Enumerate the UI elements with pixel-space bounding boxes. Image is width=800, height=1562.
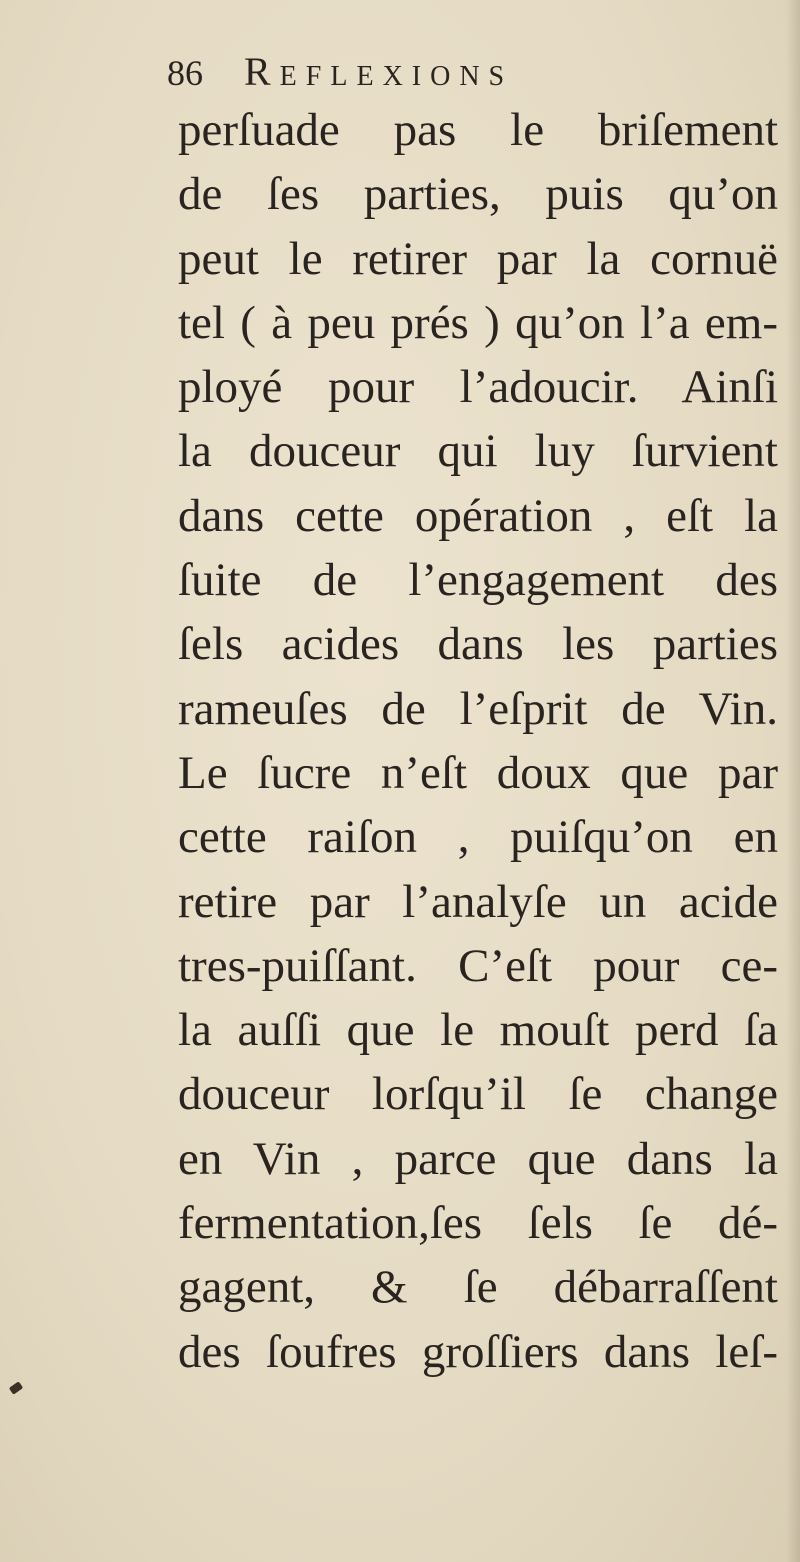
text-line-20: des ſoufres groſſiers dans leſ- [178, 1325, 778, 1378]
text-line-13: retire par l’analyſe un acide [178, 875, 778, 928]
text-line-5: ployé pour l’adoucir. Ainſi [178, 361, 778, 414]
text-line-15: la auſſi que le mouſt perd ſa [178, 1004, 778, 1057]
text-line-10: rameuſes de l’eſprit de Vin. [178, 682, 778, 735]
body-text [178, 98, 778, 1384]
text-line-2: de ſes parties, puis qu’on [178, 168, 778, 221]
ink-mark [9, 1381, 23, 1394]
text-line-8: ſuite de l’engagement des [178, 554, 778, 607]
text-line-12: cette raiſon , puiſqu’on en [178, 811, 778, 864]
text-line-6: la douceur qui luy ſurvient [178, 425, 778, 478]
text-line-1: perſuade pas le briſement [178, 104, 778, 156]
page-number: 86 [167, 53, 203, 93]
running-title: Reflexions [244, 49, 514, 94]
text-line-17: en Vin , parce que dans la [178, 1132, 778, 1185]
text-line-16: douceur lorſqu’il ſe change [178, 1068, 778, 1121]
text-line-7: dans cette opération , eſt la [178, 489, 778, 542]
page-header [167, 44, 727, 100]
text-line-14: tres-puiſſant. C’eſt pour ce- [178, 939, 778, 992]
text-line-18: fermentation,ſes ſels ſe dé- [178, 1197, 778, 1250]
text-line-19: gagent, & ſe débarraſſent [178, 1261, 778, 1314]
text-line-11: Le ſucre n’eſt doux que par [178, 746, 778, 799]
text-line-9: ſels acides dans les parties [178, 618, 778, 671]
text-line-4: tel ( à peu prés ) qu’on l’a em- [178, 296, 778, 349]
text-line-3: peut le retirer par la cornuë [178, 232, 778, 285]
page-edge-shadow [786, 0, 800, 1562]
